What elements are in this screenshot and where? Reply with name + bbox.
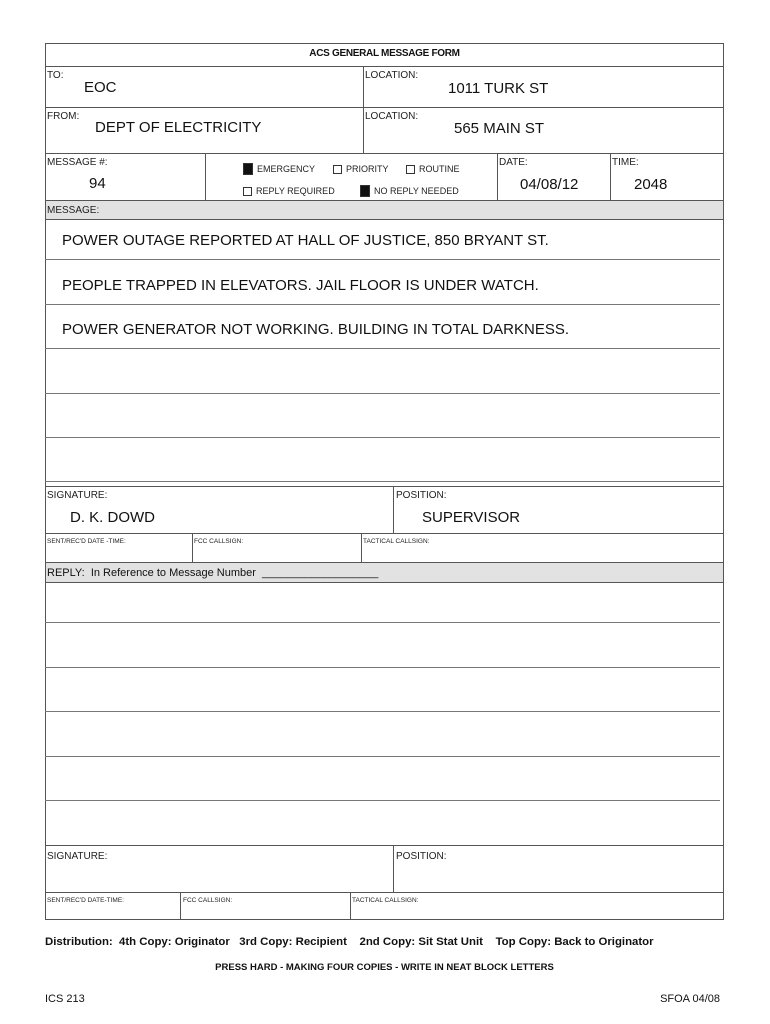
priority-checkbox[interactable] <box>333 165 342 174</box>
to-field[interactable]: EOC <box>84 79 117 96</box>
from-location-field[interactable]: 565 MAIN ST <box>454 120 545 137</box>
press-hard-instruction: PRESS HARD - MAKING FOUR COPIES - WRITE IN NEAT BLOCK LETTERS <box>215 962 554 973</box>
from-location-label: LOCATION: <box>365 111 419 122</box>
message-number-field[interactable]: 94 <box>89 175 106 192</box>
routine-label: ROUTINE <box>419 164 460 174</box>
from-field[interactable]: DEPT OF ELECTRICITY <box>95 119 262 136</box>
reply-required-checkbox[interactable] <box>243 187 252 196</box>
priority-label: PRIORITY <box>346 164 389 174</box>
date-field[interactable]: 04/08/12 <box>520 176 579 193</box>
signature-field[interactable]: D. K. DOWD <box>70 509 155 526</box>
form-title: ACS GENERAL MESSAGE FORM <box>309 48 460 59</box>
reply-tactical-callsign-label: TACTICAL CALLSIGN: <box>352 897 419 904</box>
form-code: SFOA 04/08 <box>660 993 720 1005</box>
message-line-3[interactable]: POWER GENERATOR NOT WORKING. BUILDING IN TOTAL DARKNESS. <box>62 321 570 338</box>
distribution-note: Distribution: 4th Copy: Originator 3rd Copy: Recipient 2nd Copy: Sit Stat Unit Top Copy: Back to Originator <box>45 936 654 948</box>
fcc-callsign-label: FCC CALLSIGN: <box>194 538 244 545</box>
tactical-callsign-label: TACTICAL CALLSIGN: <box>363 538 430 545</box>
reply-fcc-callsign-label: FCC CALLSIGN: <box>183 897 233 904</box>
reply-label: REPLY: In Reference to Message Number ___________________ <box>47 567 379 579</box>
sent-recd-label: SENT/REC'D DATE -TIME: <box>47 538 126 545</box>
date-label: DATE: <box>499 157 528 168</box>
from-label: FROM: <box>47 111 80 122</box>
signature-label: SIGNATURE: <box>47 490 108 501</box>
routine-checkbox[interactable] <box>406 165 415 174</box>
message-line-1[interactable]: POWER OUTAGE REPORTED AT HALL OF JUSTICE, 850 BRYANT ST. <box>62 232 549 249</box>
no-reply-needed-checkbox[interactable] <box>360 185 370 197</box>
emergency-label: EMERGENCY <box>257 164 316 174</box>
to-location-field[interactable]: 1011 TURK ST <box>448 80 549 97</box>
message-label: MESSAGE: <box>47 205 100 216</box>
no-reply-needed-label: NO REPLY NEEDED <box>374 186 459 196</box>
reply-position-label: POSITION: <box>396 851 447 862</box>
time-label: TIME: <box>612 157 639 168</box>
reply-signature-label: SIGNATURE: <box>47 851 108 862</box>
to-label: TO: <box>47 70 64 81</box>
reply-sent-recd-label: SENT/REC'D DATE-TIME: <box>47 897 124 904</box>
form-id: ICS 213 <box>45 993 85 1005</box>
message-number-label: MESSAGE #: <box>47 157 108 168</box>
to-location-label: LOCATION: <box>365 70 419 81</box>
emergency-checkbox[interactable] <box>243 163 253 175</box>
position-label: POSITION: <box>396 490 447 501</box>
message-line-2[interactable]: PEOPLE TRAPPED IN ELEVATORS. JAIL FLOOR IS UNDER WATCH. <box>62 277 539 294</box>
time-field[interactable]: 2048 <box>634 176 668 193</box>
position-field[interactable]: SUPERVISOR <box>422 509 521 526</box>
reply-required-label: REPLY REQUIRED <box>256 186 335 196</box>
